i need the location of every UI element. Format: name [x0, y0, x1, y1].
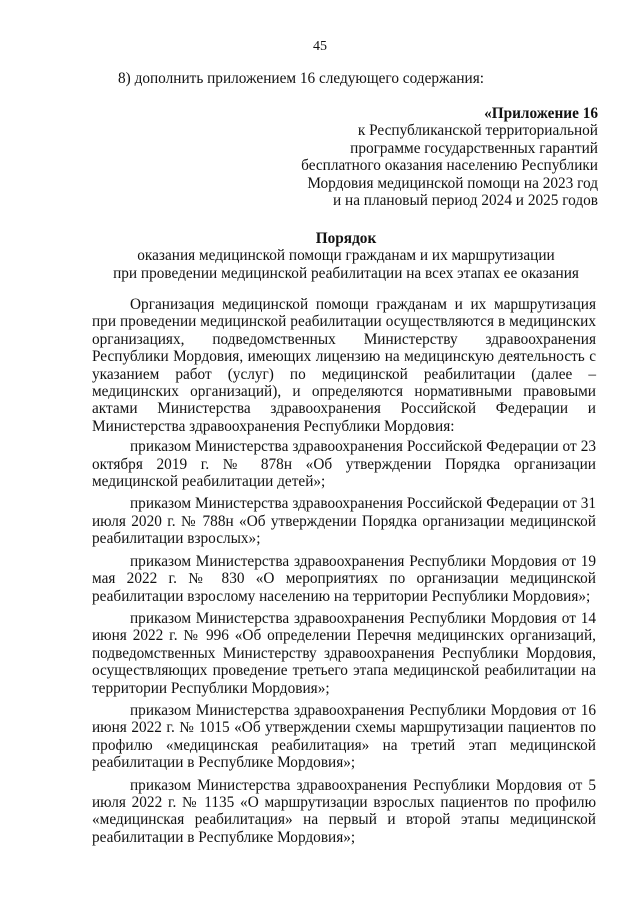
appendix-heading: «Приложение 16	[484, 105, 598, 122]
order-paragraph: приказом Министерства здравоохранения Республики Мордовия от 16 июня 2022 г. № 1015 «Об утверждении схемы маршрутизации пациентов по профилю «медицинская реабилитация» на третий этап медицинской реабилитации в Республике Мордовия»;	[92, 701, 596, 772]
document-body	[92, 296, 596, 851]
appendix-line: программе государственных гарантий	[350, 139, 598, 157]
title-line: при проведении медицинской реабилитации на всех этапах ее оказания	[113, 264, 579, 282]
page-number: 45	[313, 39, 327, 54]
appendix-header	[238, 105, 598, 209]
order-paragraph: приказом Министерства здравоохранения Российской Федерации от 31 июля 2020 г. № 788н «Об утверждении Порядка организации медицинской реабилитации взрослых»;	[92, 495, 596, 548]
appendix-line: бесплатного оказания населению Республики	[301, 157, 598, 175]
appendix-line: Мордовия медицинской помощи на 2023 год	[307, 174, 598, 192]
title-line: оказания медицинской помощи гражданам и их маршрутизации	[137, 247, 555, 265]
order-paragraph: приказом Министерства здравоохранения Республики Мордовия от 19 мая 2022 г. № 830 «О мероприятиях по организации медицинской реабилитации взрослому населению на территории Республики Мордовия»;	[92, 552, 596, 605]
appendix-line: к Республиканской территориальной	[357, 122, 598, 140]
title-main: Порядок	[315, 230, 377, 247]
body-paragraph: Организация медицинской помощи гражданам и их маршрутизация при проведении медицинской реабилитации осуществляются в медицинских организациях, подведомственных Министерству здравоохранения Республики Мордовия, имеющих лицензию на медицинскую деятельность с указанием работ (услуг) по медицинской реабилитации (далее – медицинских организаций), и определяются нормативными правовыми актами Министерства здравоохранения Российской Федерации и Министерства здравоохранения Республики Мордовия:	[92, 296, 596, 435]
order-paragraph: приказом Министерства здравоохранения Республики Мордовия от 14 июня 2022 г. № 996 «Об определении Перечня медицинских организаций, подведомственных Министерству здравоохранения Республики Мордовия, осуществляющих проведение третьего этапа медицинской реабилитации на территории Республики Мордовия»;	[92, 609, 596, 697]
intro-line: 8) дополнить приложением 16 следующего содержания:	[118, 70, 485, 87]
order-paragraph: приказом Министерства здравоохранения Российской Федерации от 23 октября 2019 г. № 878н «Об утверждении Порядка организации медицинской реабилитации детей»;	[92, 438, 596, 491]
document-title	[60, 230, 632, 282]
appendix-line: и на плановый период 2024 и 2025 годов	[333, 192, 598, 210]
order-paragraph: приказом Министерства здравоохранения Республики Мордовия от 5 июля 2022 г. № 1135 «О маршрутизации взрослых пациентов по профилю «медицинская реабилитация» на первый и второй этапы медицинской реабилитации в Республике Мордовия»;	[92, 776, 596, 846]
